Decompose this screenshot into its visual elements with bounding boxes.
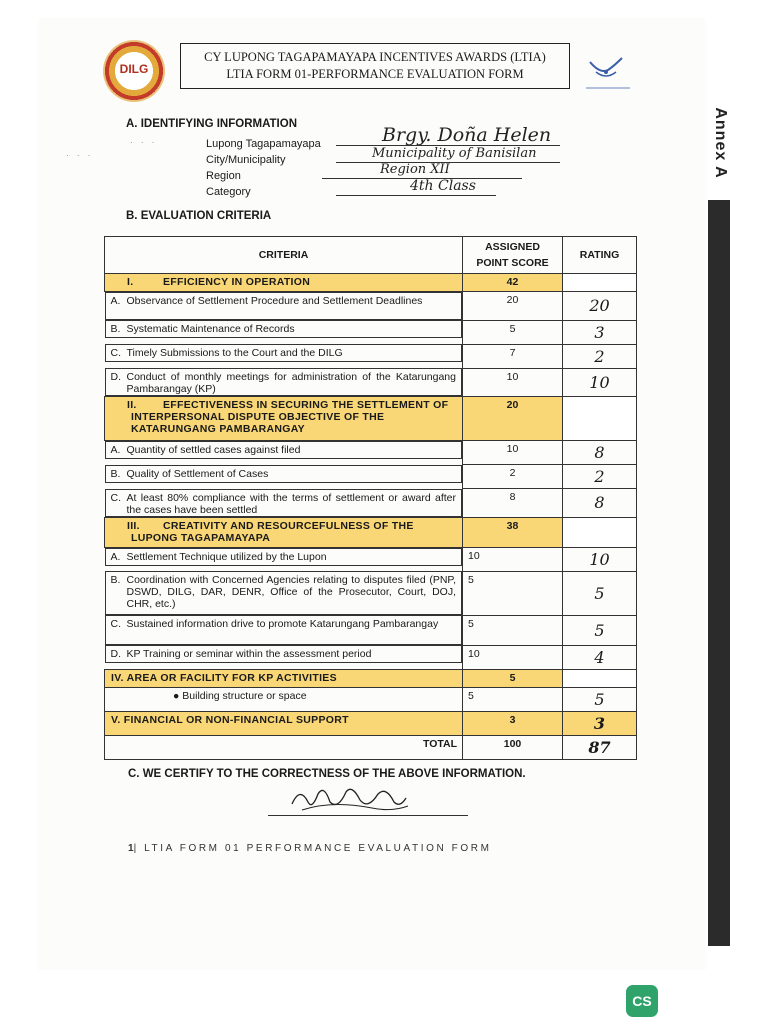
camscanner-badge: CS: [626, 985, 658, 1017]
criteria-label: D.: [110, 648, 121, 660]
criteria-text: Systematic Maintenance of Records: [126, 323, 295, 335]
rating-cell: [563, 669, 637, 687]
criteria-text: Coordination with Concerned Agencies relating to disputes filed (PNP, DSWD, DILG, DAR, DENR, Office of the Prosecutor, Court, DOJ, CHR, etc.): [126, 574, 456, 610]
form-title-line1: CY LUPONG TAGAPAMAYAPA INCENTIVES AWARDS (LTIA): [204, 50, 546, 64]
total-row: [105, 735, 637, 759]
points-cell: 5: [463, 320, 563, 344]
criteria-label: A.: [110, 550, 121, 563]
table-row: [105, 571, 637, 615]
table-row: [105, 292, 637, 321]
rating-cell: 8: [563, 489, 637, 518]
bullet-icon: ●: [173, 689, 183, 702]
criteria-text: Quality of Settlement of Cases: [126, 467, 269, 480]
criteria-text: KP Training or seminar within the assessment period: [126, 648, 372, 660]
stray-mark: · · ·: [130, 138, 158, 147]
criteria-label: C.: [110, 347, 121, 359]
category-row: [105, 669, 637, 687]
criteria-cell: [105, 548, 463, 566]
table-row: [105, 368, 637, 397]
category-text: EFFECTIVENESS IN SECURING THE SETTLEMENT OF INTERPERSONAL DISPUTE OBJECTIVE OF THE KATARUNGANG PAMBARANGAY: [131, 399, 449, 435]
criteria-label: A.: [110, 444, 121, 456]
stray-mark: · · ·: [66, 151, 94, 160]
footer-text: LTIA FORM 01 PERFORMANCE EVALUATION FORM: [144, 843, 492, 854]
points-cell: 20: [463, 292, 563, 321]
category-cell: [105, 274, 463, 292]
points-cell: 10: [463, 547, 563, 571]
rating-cell: 2: [563, 344, 637, 368]
category-text: CREATIVITY AND RESOURCEFULNESS OF THE LUPONG TAGAPAMAYAPA: [131, 519, 414, 544]
rating-cell: 10: [563, 547, 637, 571]
category-row: [105, 517, 637, 547]
category-text: V. FINANCIAL OR NON-FINANCIAL SUPPORT: [105, 711, 463, 735]
page-edge-shadow: [708, 200, 730, 946]
rating-cell: 10: [563, 368, 637, 397]
criteria-label: B.: [110, 574, 121, 586]
header-criteria: CRITERIA: [105, 237, 463, 274]
table-row: [105, 441, 637, 465]
criteria-text: Settlement Technique utilized by the Lupon: [126, 550, 327, 563]
points-cell: 10: [463, 441, 563, 465]
category-text: EFFICIENCY IN OPERATION: [163, 276, 311, 288]
criteria-label: D.: [110, 371, 121, 383]
field-value-lupong: Brgy. Doña Helen: [382, 124, 552, 146]
criteria-text: Conduct of monthly meetings for administration of the Katarungang Pambarangay (KP): [126, 371, 456, 395]
table-row: [105, 687, 637, 711]
annex-label: Annex A: [712, 107, 729, 179]
evaluation-criteria-table: [104, 236, 637, 760]
certification-text: C. WE CERTIFY TO THE CORRECTNESS OF THE ABOVE INFORMATION.: [128, 768, 526, 780]
category-row: [105, 397, 637, 441]
category-number: I.: [127, 276, 134, 288]
rating-cell: 5: [563, 571, 637, 615]
points-cell: 3: [463, 711, 563, 735]
points-cell: 5: [463, 571, 563, 615]
field-label-category: Category: [206, 186, 251, 198]
field-label-city: City/Municipality: [206, 154, 286, 166]
table-row: [105, 465, 637, 489]
category-cell: [105, 397, 463, 441]
criteria-text: Sustained information drive to promote Katarungang Pambarangay: [126, 618, 439, 630]
criteria-label: B.: [110, 467, 121, 480]
total-label: TOTAL: [105, 735, 463, 759]
criteria-text: Building structure or space: [182, 689, 307, 702]
field-underline: [336, 195, 496, 196]
signature-line: [268, 815, 468, 816]
dilg-logo: [103, 40, 165, 102]
criteria-cell: [105, 292, 463, 320]
field-value-region: Region XII: [380, 162, 450, 177]
field-value-city: Municipality of Banisilan: [372, 146, 537, 161]
table-row: [105, 615, 637, 645]
criteria-cell: [105, 344, 463, 362]
footer-page-number: 1: [128, 843, 134, 854]
criteria-cell: [105, 571, 463, 615]
header-points: ASSIGNED POINT SCORE: [463, 237, 563, 274]
points-cell: 5: [463, 669, 563, 687]
points-cell: 42: [463, 274, 563, 292]
section-a-title: A. IDENTIFYING INFORMATION: [126, 118, 298, 130]
criteria-label: B.: [110, 323, 121, 335]
field-value-category: 4th Class: [410, 178, 476, 194]
table-row: [105, 645, 637, 669]
category-cell: [105, 517, 463, 547]
table-header-row: [105, 237, 637, 274]
rating-cell: 87: [563, 735, 637, 759]
points-cell: 38: [463, 517, 563, 547]
ltia-logo-icon: [582, 50, 634, 92]
points-cell: 5: [463, 687, 563, 711]
points-cell: 20: [463, 397, 563, 441]
criteria-cell: [105, 441, 463, 459]
signature-image: [282, 780, 412, 816]
category-row: [105, 274, 637, 292]
criteria-text: Timely Submissions to the Court and the DILG: [126, 347, 343, 359]
category-number: II.: [127, 399, 137, 411]
points-cell: 10: [463, 368, 563, 397]
criteria-cell: [105, 465, 463, 483]
rating-cell: [563, 397, 637, 441]
table-row: [105, 489, 637, 518]
points-cell: 100: [463, 735, 563, 759]
points-cell: 8: [463, 489, 563, 518]
form-header-box: [180, 43, 570, 89]
criteria-cell: [105, 368, 463, 396]
points-cell: 5: [463, 615, 563, 645]
criteria-text: Quantity of settled cases against filed: [126, 444, 301, 456]
section-b-title: B. EVALUATION CRITERIA: [126, 210, 272, 222]
criteria-cell: [105, 615, 463, 645]
rating-cell: 8: [563, 441, 637, 465]
rating-cell: 3: [563, 711, 637, 735]
criteria-cell: [105, 489, 463, 517]
rating-cell: 2: [563, 465, 637, 489]
page-footer: 1| LTIA FORM 01 PERFORMANCE EVALUATION FORM: [128, 843, 492, 854]
category-row: [105, 711, 637, 735]
rating-cell: 3: [563, 320, 637, 344]
rating-cell: 5: [563, 687, 637, 711]
points-cell: 7: [463, 344, 563, 368]
criteria-label: A.: [110, 295, 121, 307]
points-cell: 10: [463, 645, 563, 669]
criteria-cell: [105, 645, 463, 663]
field-label-lupong: Lupong Tagapamayapa: [206, 138, 321, 150]
form-title-line2: LTIA FORM 01-PERFORMANCE EVALUATION FORM: [226, 67, 524, 81]
rating-cell: 5: [563, 615, 637, 645]
criteria-cell: [105, 687, 463, 711]
criteria-label: C.: [110, 491, 121, 504]
category-number: III.: [127, 519, 140, 532]
table-body: [105, 274, 637, 760]
annex-tab: [704, 100, 734, 196]
criteria-label: C.: [110, 618, 121, 630]
category-text: IV. AREA OR FACILITY FOR KP ACTIVITIES: [105, 669, 463, 687]
table-row: [105, 344, 637, 368]
criteria-text: Observance of Settlement Procedure and Settlement Deadlines: [126, 295, 423, 307]
table-row: [105, 320, 637, 344]
rating-cell: 4: [563, 645, 637, 669]
rating-cell: [563, 517, 637, 547]
criteria-cell: [105, 320, 463, 338]
dilg-logo-text: DILG: [119, 62, 149, 76]
rating-cell: 20: [563, 292, 637, 321]
field-label-region: Region: [206, 170, 241, 182]
rating-cell: [563, 274, 637, 292]
criteria-text: At least 80% compliance with the terms of settlement or award after the cases have been settled: [126, 491, 456, 516]
points-cell: 2: [463, 465, 563, 489]
header-rating: RATING: [563, 237, 637, 274]
table-row: [105, 547, 637, 571]
